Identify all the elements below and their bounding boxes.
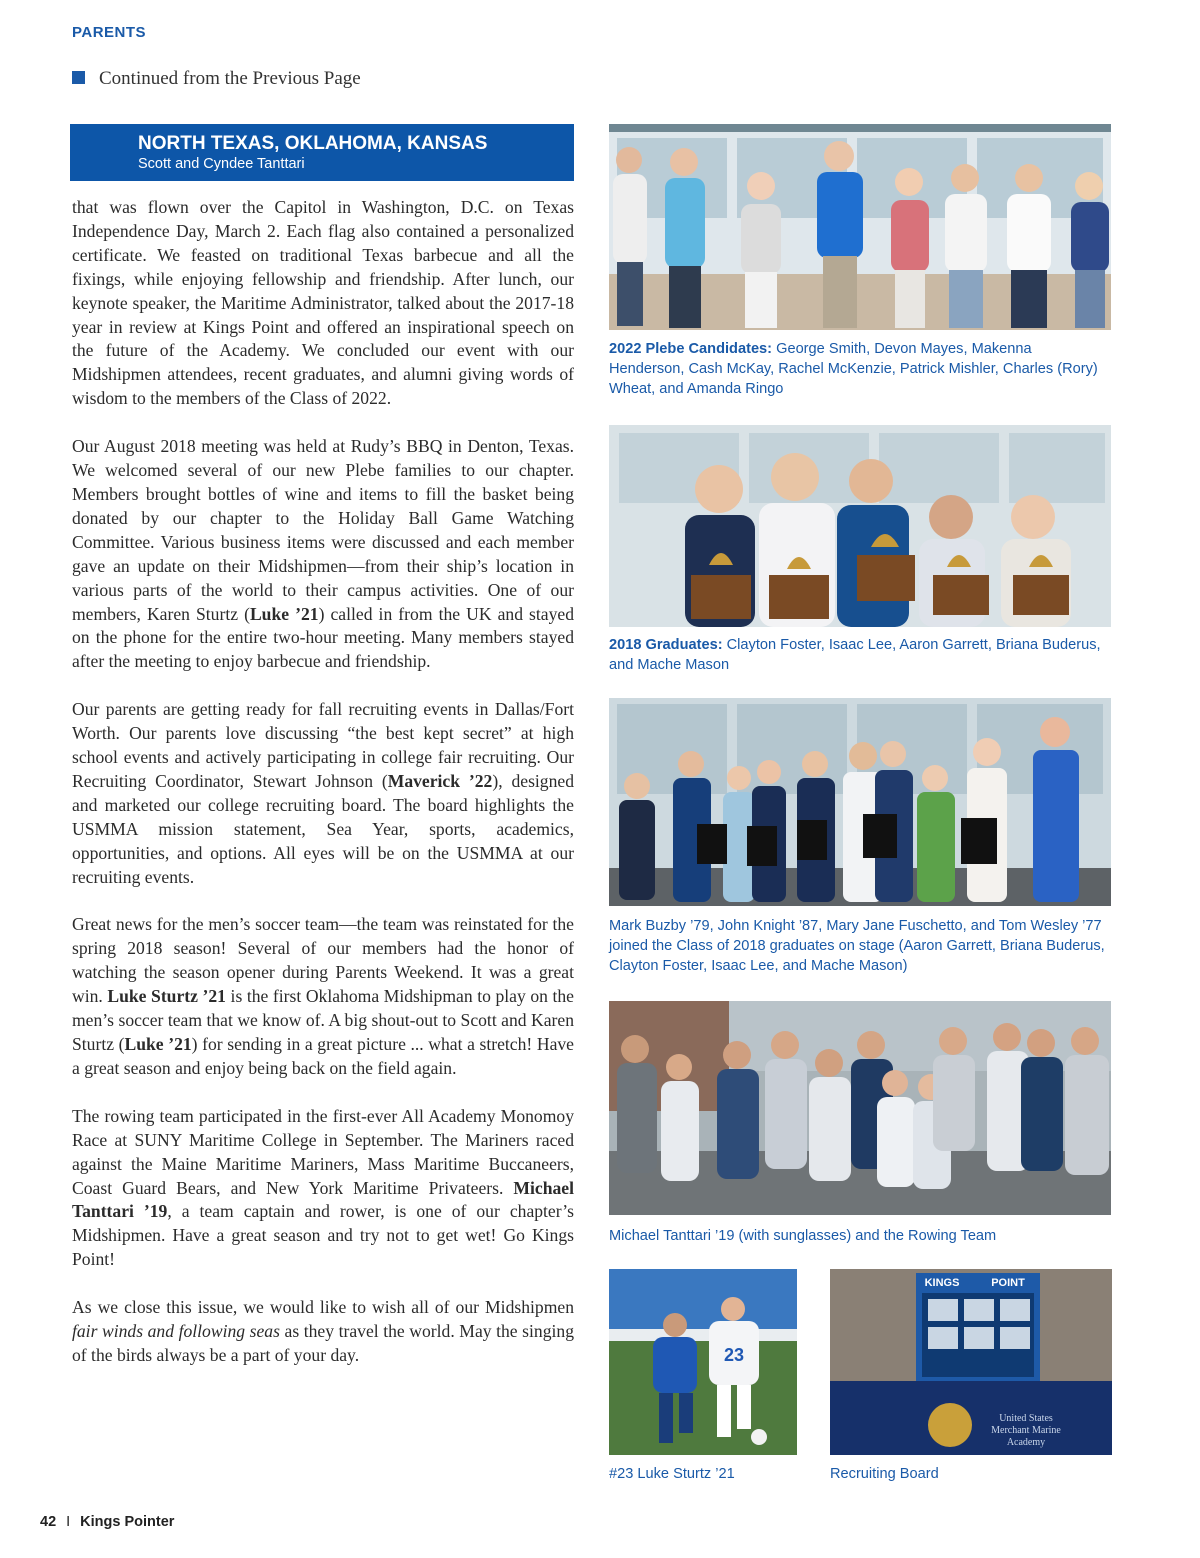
text-run: Great news for the men’s soccer team—the team was reinstated for the spring 2018 season! Several of our members had the honor of watching the season opener during Parents Weekend. It was a great win.	[72, 914, 574, 1007]
page-number: 42	[40, 1514, 57, 1530]
caption-text: Mark Buzby ’79, John Knight ’87, Mary Jane Fuschetto, and Tom Wesley ’77 joined the Class of 2018 graduates on stage (Aaron Garrett, Briana Buderus, Clayton Foster, Isaac Lee, and Mache Mason)	[609, 918, 1105, 974]
bold-name: Luke ’21	[249, 603, 319, 624]
caption-label: 2022 Plebe Candidates:	[609, 341, 773, 357]
caption-text: Recruiting Board	[830, 1466, 939, 1482]
italic-phrase: fair winds and following seas	[72, 1321, 280, 1342]
article-paragraph-3	[72, 698, 574, 889]
caption-text: #23 Luke Sturtz ’21	[609, 1466, 735, 1482]
soccer-illustration	[609, 1269, 797, 1455]
chapter-authors: Scott and Cyndee Tanttari	[138, 156, 305, 172]
photo-stage-group	[609, 698, 1111, 906]
photo-plebe-candidates	[609, 124, 1111, 330]
plebe-candidates-illustration	[609, 124, 1111, 330]
bold-name: Luke ’21	[124, 1034, 192, 1054]
footer-separator: I	[66, 1514, 71, 1530]
caption-plebe-candidates	[609, 339, 1109, 399]
photo-2018-graduates	[609, 425, 1111, 627]
publication-name: Kings Pointer	[80, 1514, 175, 1530]
caption-soccer	[609, 1464, 799, 1484]
caption-text: George Smith, Devon Mayes, Makenna Henderson, Cash McKay, Rachel McKenzie, Patrick Mishler, Charles (Rory) Wheat, and Amanda Ringo	[609, 341, 1098, 397]
board-mma-label: Merchant Marine	[991, 1425, 1061, 1436]
article-body	[72, 196, 574, 1392]
bullet-square-icon	[72, 71, 85, 84]
photo-rowing-team	[609, 1001, 1111, 1215]
article-paragraph-5	[72, 1105, 574, 1272]
article-paragraph-1: that was flown over the Capitol in Washington, D.C. on Texas Independence Day, March 2. Each flag also contained a personalized certificate. We feasted on traditional Texas barbecue and all the fixings, while enjoying fellowship and friendship. After lunch, our keynote speaker, the Maritime Administrator, talked about the 2017-18 year in review at Kings Point and offered an inspirational speech on the future of the Academy. We concluded our event with our Midshipmen attendees, recent graduates, and alumni giving words of wisdom to the members of the Class of 2022.	[72, 197, 574, 409]
caption-recruiting-board	[830, 1464, 1110, 1484]
chapter-title: NORTH TEXAS, OKLAHOMA, KANSAS	[138, 133, 488, 154]
chapter-banner	[70, 124, 574, 181]
bold-name: Luke Sturtz ’21	[107, 986, 226, 1007]
text-run: , a team captain and rower, is one of our chapter’s Midshipmen. Have a great season and try not to get wet! Go Kings Point!	[72, 1201, 574, 1270]
continued-text: Continued from the Previous Page	[99, 68, 361, 89]
text-run: As we close this issue, we would like to wish all of our Midshipmen	[72, 1297, 574, 1318]
stage-group-illustration	[609, 698, 1111, 906]
caption-2018-graduates	[609, 635, 1109, 675]
board-usm-label: United States	[999, 1413, 1053, 1424]
caption-label: 2018 Graduates:	[609, 637, 723, 653]
article-paragraph-6	[72, 1296, 574, 1368]
text-run: Our August 2018 meeting was held at Rudy’s BBQ in Denton, Texas. We welcomed several of our new Plebe families to our chapter. Members brought bottles of wine and items to fill the basket being donated by our chapter to the Holiday Ball Game Watching Committee. Various business items were discussed and each member gave an update on their Midshipmen—from their ship’s location in various parts of the world to their campus activities. One of our members, Karen Sturtz (	[72, 436, 574, 624]
article-paragraph-2	[72, 435, 574, 674]
caption-rowing-team	[609, 1226, 1109, 1246]
caption-text: Clayton Foster, Isaac Lee, Aaron Garrett, Briana Buderus, and Mache Mason	[609, 637, 1101, 673]
rowing-team-illustration	[609, 1001, 1111, 1215]
article-paragraph-4	[72, 913, 574, 1080]
text-run: ) for sending in a great picture ... what a stretch! Have a great season and enjoy being back on the field again.	[72, 1034, 574, 1078]
page-footer	[40, 1514, 174, 1530]
photo-recruiting-board	[830, 1269, 1112, 1455]
recruiting-board-illustration	[830, 1269, 1112, 1455]
text-run: The rowing team participated in the first-ever All Academy Monomoy Race at SUNY Maritime College in September. The Mariners raced against the Maine Maritime Mariners, Mass Maritime Buccaneers, Coast Guard Bears, and New York Maritime Privateers.	[72, 1105, 574, 1198]
bold-name: Michael Tanttari ’19	[72, 1177, 574, 1222]
board-kings-label: KINGS	[924, 1277, 960, 1289]
text-run: Our parents are getting ready for fall recruiting events in Dallas/Fort Worth. Our parents love discussing “the best kept secret” at high school events and actively participating in college fair recruiting. Our Recruiting Coordinator, Stewart Johnson (	[72, 699, 574, 791]
bold-name: Maverick ’22	[387, 770, 493, 791]
section-label: PARENTS	[72, 24, 147, 41]
caption-text: Michael Tanttari ’19 (with sunglasses) and the Rowing Team	[609, 1228, 997, 1244]
continued-line	[72, 68, 361, 90]
jersey-number: 23	[723, 1345, 745, 1365]
photo-soccer	[609, 1269, 797, 1455]
caption-stage-group	[609, 916, 1109, 976]
text-run: as they travel the world. May the singing of the birds always be a part of your day.	[72, 1321, 574, 1365]
board-academy-label: Academy	[1006, 1437, 1046, 1448]
text-run: ), designed and marketed our college recruiting board. The board highlights the USMMA mission statement, Sea Year, sports, academics, opportunities, and options. All eyes will be on the USMMA at our recruiting events.	[72, 770, 575, 887]
text-run: ) called in from the UK and stayed on the phone for the entire two-hour meeting. Many members stayed after the meeting to enjoy barbecue and friendship.	[72, 603, 574, 672]
board-point-label: POINT	[991, 1277, 1025, 1289]
text-run: is the first Oklahoma Midshipman to play on the men’s soccer team that we know of. A big shout-out to Scott and Karen Sturtz (	[72, 986, 574, 1054]
graduates-illustration	[609, 425, 1111, 627]
